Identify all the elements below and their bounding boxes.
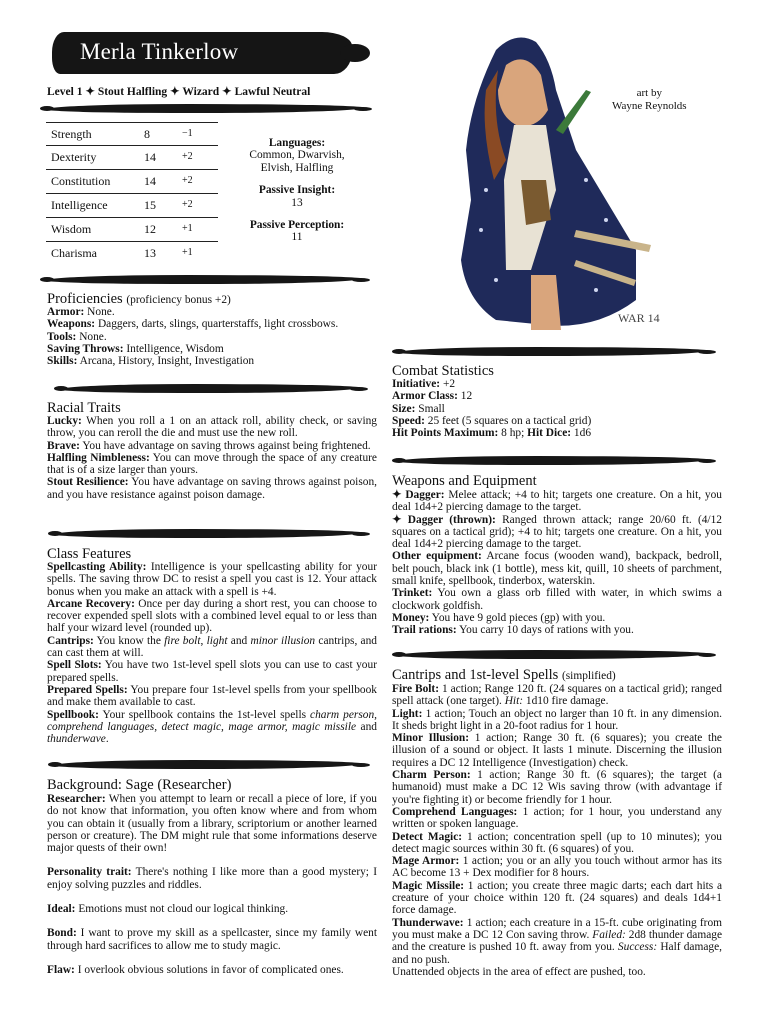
racial-traits-block: Lucky: When you roll a 1 on an attack roll, ability check, or saving throw, you can reroll the die and must use the new roll. Brave: You have advantage on saving throws against being frightened. Halfling Nimbleness: You can move through the space of any creature that is of a size larger than yours. Stout Resilience: You have advantage on saving throws against poison, and you have resistance against poison damage.: [47, 415, 377, 501]
divider: [398, 456, 708, 465]
background-block: Researcher: When you attempt to learn or recall a piece of lore, if you do not know that information, you often know where and from whom you can obtain it (usually from a library, scriptorium or another learned person or creature). The DM might rule that some informations deserve major quests of their own! Personality trait: There's nothing I like more than a good mystery; I enjoy solving puzzles and riddles. Ideal: Emotions must not cloud our logical thinking. Bond: I want to prove my skill as a spellcaster, since my family went through hard sacrifices to allow me to study magic. Flaw: I overlook obvious solutions in favor of complicated ones.: [47, 793, 377, 976]
ability-mod: +2: [182, 151, 193, 162]
divider: [398, 347, 708, 356]
ability-row: [46, 242, 218, 266]
ability-row: [46, 194, 218, 218]
divider: [54, 760, 362, 769]
combat-heading: Combat Statistics: [392, 363, 494, 379]
ability-name: Dexterity: [51, 150, 97, 164]
ability-row: [46, 170, 218, 194]
ability-score: 8: [144, 127, 150, 141]
ability-score: 14: [144, 174, 156, 188]
ability-score: 13: [144, 246, 156, 260]
ability-name: Charisma: [51, 246, 97, 260]
languages-box: [232, 137, 362, 244]
ability-name: Intelligence: [51, 198, 108, 212]
ability-mod: +1: [182, 247, 193, 258]
ability-name: Constitution: [51, 174, 111, 188]
divider: [46, 275, 362, 284]
languages-line: Common, Dwarvish,: [249, 149, 345, 162]
wizard-portrait-image: [436, 30, 686, 340]
ability-mod: −1: [182, 128, 193, 139]
divider: [398, 650, 708, 659]
art-credit: art by Wayne Reynolds: [612, 87, 687, 112]
ability-mod: +2: [182, 199, 193, 210]
passive-perception-value: 11: [291, 231, 303, 244]
ability-table: [46, 122, 218, 266]
character-subtitle: Level 1 ✦ Stout Halfling ✦ Wizard ✦ Lawful Neutral: [47, 86, 311, 98]
weapons-block: ✦ Dagger: Melee attack; +4 to hit; targets one creature. On a hit, you deal 1d4+2 piercing damage to the target. ✦ Dagger (thrown): Ranged thrown attack; range 20/60 ft. (4/12 squares on a tactical grid); +4 to hit; targets one creature. On a hit, you deal 1d4+2 piercing damage to the target. Other equipment: Arcane focus (wooden wand), backpack, bedroll, belt pouch, black ink (1 bottle), mess kit, quill, 10 sheets of parchment, small knife, spellbook, tinderbox, waterskin. Trinket: You own a glass orb filled with water, in which swims a clockwork goldfish. Money: You have 9 gold pieces (gp) with you. Trail rations: You carry 10 days of rations with you.: [392, 489, 722, 637]
class-features-heading: Class Features: [47, 546, 132, 562]
spells-heading: Cantrips and 1st-level Spells (simplified): [392, 667, 616, 683]
spells-block: Fire Bolt: 1 action; Range 120 ft. (24 squares on a tactical grid); ranged spell attack (one target). Hit: 1d10 fire damage. Light: 1 action; Touch an object no larger than 10 ft. in any dimension. It sheds bright light in a 20-foot radius for 1 hour. Minor Illusion: 1 action; Range 30 ft. (6 squares); you create the illusion of a sound or object. It lasts 1 minute. Discerning the illusion requires a DC 12 Intelligence (Investigation) check. Charm Person: 1 action; Range 30 ft. (6 squares); the target (a humanoid) must make a DC 12 Wis saving throw (with advantage if you're fighting it) or become friendly for 1 hour. Comprehend Languages: 1 action; for 1 hour, you understand any written or spoken language. Detect Magic: 1 action; concentration spell (up to 10 minutes); you detect magic sources within 30 ft. (6 squares) of you. Mage Armor: 1 action; you or an ally you touch without armor has its AC become 13 + Dex modifier for 8 hours. Magic Missile: 1 action; you create three magic darts; each dart hits a creature of your choice within 120 ft. (24 squares) and deals 1d4+1 force damage. Thunderwave: 1 action; each creature in a 15-ft. cube originating from you must make a DC 12 Con saving throw. Failed: 2d8 thunder damage and the creature is pushed 10 ft. away from you. Success: Half damage, and no push. Unattended objects in the area of effect are pushed, too.: [392, 683, 723, 978]
background-heading: Background: Sage (Researcher): [47, 777, 232, 793]
racial-traits-heading: Racial Traits: [47, 400, 121, 416]
proficiencies-heading: Proficiencies (proficiency bonus +2): [47, 291, 231, 307]
ability-mod: +2: [182, 175, 193, 186]
ability-row: [46, 146, 218, 170]
passive-perception-label: Passive Perception:: [249, 219, 345, 232]
weapons-heading: Weapons and Equipment: [392, 473, 537, 489]
ability-name: Wisdom: [51, 222, 92, 236]
divider: [60, 384, 360, 393]
divider: [54, 529, 362, 538]
passive-insight-value: 13: [291, 196, 303, 209]
character-name: Merla Tinkerlow: [80, 39, 239, 64]
divider: [46, 104, 364, 113]
combat-block: Initiative: +2 Armor Class: 12 Size: Small Speed: 25 feet (5 squares on a tactical grid) Hit Points Maximum: 8 hp; Hit Dice: 1d6: [392, 378, 592, 440]
ability-score: 14: [144, 150, 156, 164]
ability-mod: +1: [182, 223, 193, 234]
art-signature: WAR 14: [618, 311, 660, 325]
passive-insight-label: Passive Insight:: [258, 184, 336, 197]
languages-line: Elvish, Halfling: [260, 161, 334, 174]
languages-label: Languages:: [268, 137, 326, 149]
proficiencies-block: Armor: None. Weapons: Daggers, darts, slings, quarterstaffs, light crossbows. Tools: None. Saving Throws: Intelligence, Wisdom Skills: Arcana, History, Insight, Investigation: [47, 306, 339, 368]
class-features-block: Spellcasting Ability: Intelligence is your spellcasting ability for your spells. The saving throw DC to resist a spell you cast is 12. Your attack bonus when you make an attack with a spell is +4. Arcane Recovery: Once per day during a short rest, you can choose to recover expended spell slots with a combined level equal to or less than half your wizard level (rounded up). Cantrips: You know the fire bolt, light and minor illusion cantrips, and can cast them at will. Spell Slots: You have two 1st-level spell slots you can use to cast your prepared spells. Prepared Spells: You prepare four 1st-level spells from your spellbook and make them available to cast. Spellbook: Your spellbook contains the 1st-level spells charm person, comprehend languages, detect magic, mage armor, magic missile and thunderwave.: [47, 561, 377, 746]
ability-row: [46, 218, 218, 242]
ability-score: 12: [144, 222, 156, 236]
ability-name: Strength: [51, 127, 92, 141]
ability-row: [46, 122, 218, 146]
ability-score: 15: [144, 198, 156, 212]
